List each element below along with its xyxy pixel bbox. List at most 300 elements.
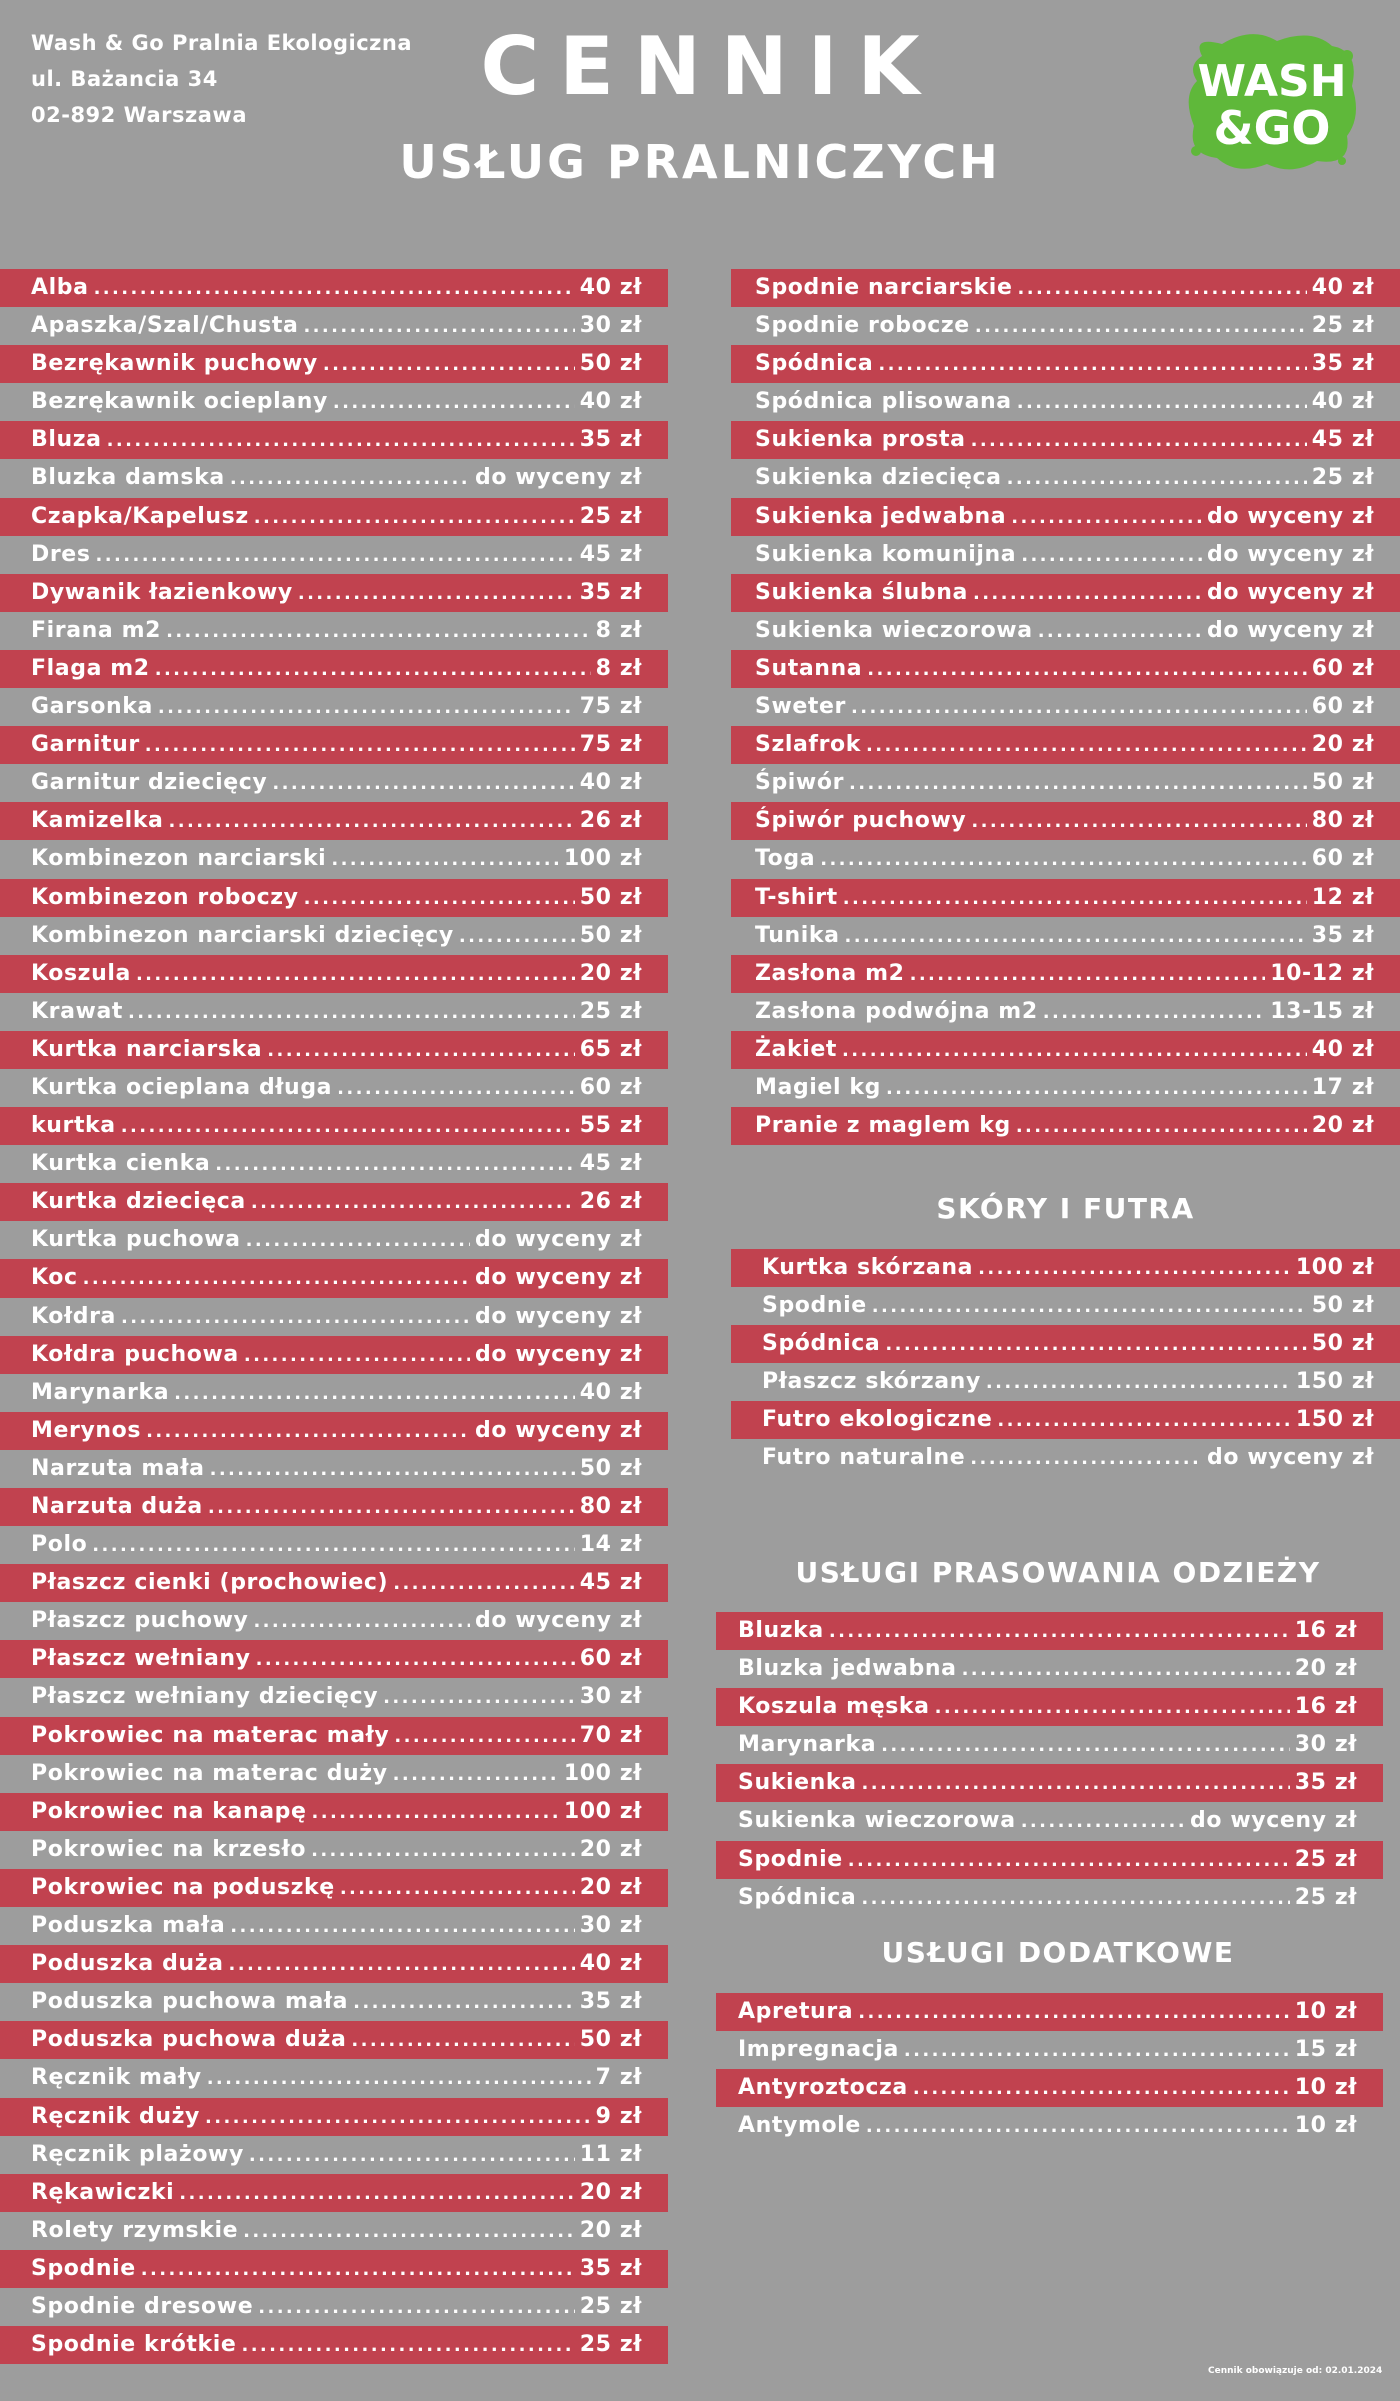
price-row: [731, 612, 1400, 650]
item-price: 30 zł: [579, 1913, 642, 1939]
item-price: 20 zł: [579, 1836, 642, 1862]
price-row: [0, 1945, 668, 1983]
dot-leader: [136, 956, 575, 993]
item-price: 60 zł: [1311, 846, 1374, 872]
item-name: Apretura: [738, 1999, 854, 2024]
item-name: Dywanik łazienkowy: [31, 579, 293, 605]
item-price: 25 zł: [579, 998, 642, 1024]
item-name: Spódnica: [738, 1884, 857, 1910]
price-row: [716, 1879, 1383, 1917]
price-row: [0, 1374, 668, 1412]
item-name: Sukienka wieczorowa: [738, 1808, 1016, 1834]
dot-leader: [394, 1718, 574, 1755]
dot-leader: [272, 765, 574, 802]
item-name: Pokrowiec na krzesło: [31, 1836, 307, 1862]
price-row: [731, 536, 1400, 574]
price-row: [0, 2288, 668, 2326]
price-row: [731, 802, 1400, 840]
dot-leader: [340, 1870, 575, 1907]
item-name: Sukienka: [738, 1770, 857, 1796]
item-name: Garsonka: [31, 694, 153, 720]
item-price: 25 zł: [1294, 1846, 1357, 1872]
price-row: [731, 459, 1400, 497]
price-row: [0, 269, 668, 307]
item-name: Sutanna: [755, 655, 863, 681]
price-row: [0, 1450, 668, 1488]
item-name: Śpiwór puchowy: [755, 808, 967, 834]
price-row: [716, 2031, 1383, 2069]
price-row: [0, 840, 668, 878]
dot-leader: [459, 918, 575, 955]
item-name: Kamizelka: [31, 808, 164, 834]
item-price: 40 zł: [1311, 1036, 1374, 1062]
item-name: Antymole: [738, 2113, 861, 2139]
dot-leader: [128, 994, 575, 1031]
item-price: 60 zł: [579, 1646, 642, 1672]
dot-leader: [83, 1260, 470, 1297]
price-row: [716, 1841, 1383, 1879]
item-name: Polo: [31, 1532, 88, 1558]
item-price: 35 zł: [579, 427, 642, 453]
dot-leader: [393, 1756, 559, 1793]
item-price: 20 zł: [1311, 732, 1374, 758]
extra-heading: USŁUGI DODATKOWE: [881, 1936, 1235, 1969]
dot-leader: [1016, 1108, 1307, 1145]
item-name: Alba: [31, 275, 89, 300]
item-name: Poduszka duża: [31, 1951, 224, 1977]
dot-leader: [230, 460, 470, 497]
price-row: [716, 1764, 1383, 1802]
dot-leader: [298, 575, 575, 612]
dot-leader: [913, 2070, 1290, 2107]
item-price: 40 zł: [579, 770, 642, 796]
price-row: [0, 1221, 668, 1259]
item-price: 75 zł: [579, 694, 642, 720]
item-name: Koszula męska: [738, 1694, 930, 1720]
item-price: 150 zł: [1295, 1407, 1374, 1433]
item-name: T-shirt: [755, 884, 838, 910]
dot-leader: [267, 1032, 575, 1069]
price-row: [731, 574, 1400, 612]
item-name: Szlafrok: [755, 732, 862, 758]
item-name: Kurtka narciarska: [31, 1036, 263, 1062]
item-price: 25 zł: [1311, 465, 1374, 491]
price-row: [0, 421, 668, 459]
item-price: 20 zł: [1294, 1656, 1357, 1682]
item-price: 55 zł: [579, 1113, 642, 1139]
dot-leader: [886, 1070, 1307, 1107]
price-row: [0, 1145, 668, 1183]
item-price: do wyceny zł: [1207, 579, 1374, 605]
price-row: [0, 1526, 668, 1564]
item-price: 17 zł: [1311, 1074, 1374, 1100]
item-price: do wyceny zł: [1207, 1445, 1374, 1471]
price-row: [0, 955, 668, 993]
dot-leader: [169, 803, 575, 840]
item-price: 20 zł: [579, 2179, 642, 2205]
price-row: [0, 1678, 668, 1716]
item-price: 35 zł: [1294, 1770, 1357, 1796]
item-name: Kurtka dziecięca: [31, 1189, 246, 1215]
item-name: Apaszka/Szal/Chusta: [31, 313, 299, 339]
price-row: [0, 536, 668, 574]
item-price: do wyceny zł: [475, 465, 642, 491]
item-price: 45 zł: [579, 541, 642, 567]
item-price: 7 zł: [595, 2065, 642, 2091]
dot-leader: [851, 689, 1307, 726]
dot-leader: [166, 613, 591, 650]
item-name: Ręcznik mały: [31, 2065, 202, 2091]
item-price: 45 zł: [579, 1570, 642, 1596]
dot-leader: [861, 1880, 1289, 1917]
price-row: [0, 1869, 668, 1907]
page-subtitle: USŁUG PRALNICZYCH: [399, 135, 1001, 189]
item-price: 45 zł: [579, 1151, 642, 1177]
dot-leader: [1021, 1803, 1185, 1840]
price-row: [716, 2107, 1383, 2145]
item-name: Narzuta mała: [31, 1455, 205, 1481]
dot-leader: [107, 422, 575, 459]
price-row: [731, 1069, 1400, 1107]
price-row: [731, 993, 1400, 1031]
item-price: 9 zł: [595, 2103, 642, 2129]
dot-leader: [1017, 384, 1307, 421]
item-name: Spodnie robocze: [755, 313, 970, 339]
item-price: 16 zł: [1294, 1694, 1357, 1720]
price-row: [716, 1993, 1383, 2031]
item-name: Żakiet: [755, 1036, 838, 1062]
ironing-price-list: [716, 1612, 1383, 1917]
price-row: [0, 917, 668, 955]
item-price: 11 zł: [579, 2141, 642, 2167]
dot-leader: [849, 765, 1307, 802]
dot-leader: [251, 1184, 575, 1221]
item-name: Spodnie dresowe: [31, 2293, 254, 2319]
item-price: 16 zł: [1294, 1618, 1357, 1643]
dot-leader: [174, 1375, 575, 1412]
price-row: [716, 1650, 1383, 1688]
item-name: Kombinezon narciarski: [31, 846, 327, 872]
dot-leader: [1011, 499, 1202, 536]
price-row: [731, 1249, 1400, 1287]
item-price: 30 zł: [579, 1684, 642, 1710]
dot-leader: [256, 1641, 575, 1678]
item-name: Dres: [31, 541, 91, 567]
price-row: [731, 345, 1400, 383]
item-name: Sukienka komunijna: [755, 541, 1017, 567]
item-price: do wyceny zł: [1207, 541, 1374, 567]
dot-leader: [258, 2289, 575, 2326]
item-price: 10 zł: [1294, 2113, 1357, 2139]
item-name: Śpiwór: [755, 770, 845, 796]
postal-city: 02-892 Warszawa: [31, 103, 247, 127]
item-name: Bluzka damska: [31, 465, 225, 491]
dot-leader: [303, 308, 574, 345]
item-price: 13-15 zł: [1270, 998, 1374, 1024]
price-row: [731, 1287, 1400, 1325]
dot-leader: [244, 1337, 470, 1374]
item-price: 50 zł: [1311, 770, 1374, 796]
item-price: 40 zł: [579, 389, 642, 415]
price-row: [0, 1107, 668, 1145]
item-price: 8 zł: [595, 655, 642, 681]
item-price: 50 zł: [579, 351, 642, 377]
price-row: [716, 1802, 1383, 1840]
item-price: 40 zł: [1311, 275, 1374, 300]
item-price: 40 zł: [1311, 389, 1374, 415]
item-name: Sukienka wieczorowa: [755, 617, 1033, 643]
item-name: Garnitur dziecięcy: [31, 770, 268, 796]
price-row: [0, 345, 668, 383]
price-row: [0, 726, 668, 764]
price-row: [0, 2250, 668, 2288]
dot-leader: [1017, 270, 1306, 307]
item-price: 25 zł: [1294, 1884, 1357, 1910]
item-name: Pranie z maglem kg: [755, 1113, 1011, 1139]
item-price: 80 zł: [579, 1494, 642, 1519]
price-row: [0, 688, 668, 726]
item-name: Zasłona m2: [755, 960, 905, 986]
price-row: [731, 955, 1400, 993]
item-name: Rolety rzymskie: [31, 2217, 239, 2243]
dot-leader: [230, 1908, 574, 1945]
item-name: Płaszcz cienki (prochowiec): [31, 1570, 389, 1596]
item-name: Antyroztocza: [738, 2075, 908, 2101]
dot-leader: [997, 1402, 1290, 1439]
item-price: 14 zł: [579, 1532, 642, 1558]
price-row: [0, 1983, 668, 2021]
dot-leader: [205, 2099, 591, 2136]
price-row: [0, 2326, 668, 2364]
price-row: [731, 307, 1400, 345]
item-price: 65 zł: [579, 1036, 642, 1062]
item-name: Spodnie: [738, 1846, 843, 1872]
item-name: Kurtka ocieplana długa: [31, 1074, 333, 1100]
price-row: [0, 802, 668, 840]
item-price: 20 zł: [579, 1874, 642, 1900]
item-price: 60 zł: [579, 1074, 642, 1100]
item-price: 150 zł: [1295, 1369, 1374, 1395]
dot-leader: [210, 1451, 575, 1488]
item-name: Futro naturalne: [762, 1445, 966, 1471]
price-row: [0, 1183, 668, 1221]
price-row: [0, 1069, 668, 1107]
price-row: [731, 269, 1400, 307]
price-row: [0, 1793, 668, 1831]
item-name: Marynarka: [31, 1379, 170, 1405]
item-name: Czapka/Kapelusz: [31, 503, 249, 529]
price-row: [0, 2174, 668, 2212]
dot-leader: [862, 1765, 1290, 1802]
dot-leader: [311, 1832, 575, 1869]
item-name: Spodnie krótkie: [31, 2332, 237, 2358]
dot-leader: [910, 956, 1266, 993]
dot-leader: [246, 1222, 470, 1259]
right-price-list: [731, 269, 1400, 1145]
dot-leader: [179, 2175, 575, 2212]
item-name: Kurtka cienka: [31, 1151, 211, 1177]
item-name: Spódnica: [755, 351, 874, 377]
dot-leader: [229, 1946, 575, 1983]
dot-leader: [155, 651, 591, 688]
price-row: [0, 459, 668, 497]
price-row: [731, 650, 1400, 688]
price-row: [0, 993, 668, 1031]
item-price: 20 zł: [1311, 1113, 1374, 1139]
item-name: Poduszka mała: [31, 1913, 226, 1939]
dot-leader: [867, 651, 1307, 688]
dot-leader: [254, 499, 575, 536]
price-row: [731, 726, 1400, 764]
item-name: Kołdra puchowa: [31, 1341, 239, 1367]
item-price: do wyceny zł: [475, 1417, 642, 1443]
item-price: 25 zł: [1311, 313, 1374, 339]
item-name: Płaszcz wełniany: [31, 1646, 251, 1672]
item-price: 50 zł: [579, 922, 642, 948]
item-name: Bluza: [31, 427, 102, 453]
price-row: [716, 2069, 1383, 2107]
price-row: [0, 1031, 668, 1069]
item-price: 26 zł: [579, 1189, 642, 1215]
item-price: 15 zł: [1294, 2037, 1357, 2063]
item-price: 75 zł: [579, 732, 642, 758]
item-name: Poduszka puchowa duża: [31, 2027, 347, 2053]
item-price: do wyceny zł: [475, 1303, 642, 1329]
item-price: do wyceny zł: [1190, 1808, 1357, 1834]
price-row: [0, 764, 668, 802]
logo-text-top: WASH: [1197, 56, 1347, 107]
price-row: [731, 498, 1400, 536]
item-name: Kurtka skórzana: [762, 1255, 974, 1280]
price-row: [0, 1564, 668, 1602]
dot-leader: [971, 422, 1307, 459]
item-price: do wyceny zł: [475, 1265, 642, 1291]
dot-leader: [393, 1565, 575, 1602]
price-row: [0, 1831, 668, 1869]
dot-leader: [866, 727, 1307, 764]
item-name: Spodnie narciarskie: [755, 275, 1013, 300]
dot-leader: [978, 1250, 1291, 1287]
dot-leader: [973, 575, 1202, 612]
item-name: Flaga m2: [31, 655, 150, 681]
price-row: [716, 1726, 1383, 1764]
dot-leader: [323, 346, 575, 383]
price-row: [0, 2212, 668, 2250]
dot-leader: [141, 2251, 575, 2288]
price-row: [731, 1107, 1400, 1145]
price-row: [0, 1412, 668, 1450]
dot-leader: [121, 1299, 470, 1336]
item-name: Rękawiczki: [31, 2179, 175, 2205]
price-row: [0, 650, 668, 688]
item-price: 35 zł: [579, 579, 642, 605]
dot-leader: [331, 841, 559, 878]
dot-leader: [971, 803, 1306, 840]
item-name: Impregnacja: [738, 2037, 899, 2063]
item-name: Płaszcz skórzany: [762, 1369, 981, 1395]
dot-leader: [94, 270, 575, 307]
item-price: 25 zł: [579, 2293, 642, 2319]
price-row: [0, 1259, 668, 1297]
item-price: 40 zł: [579, 1951, 642, 1977]
dot-leader: [970, 1440, 1202, 1477]
price-row: [0, 1298, 668, 1336]
dot-leader: [986, 1364, 1291, 1401]
item-price: 60 zł: [1311, 694, 1374, 720]
dot-leader: [249, 2137, 575, 2174]
dot-leader: [842, 1032, 1307, 1069]
item-price: 60 zł: [1311, 655, 1374, 681]
item-price: 50 zł: [1311, 1293, 1374, 1319]
price-row: [731, 1401, 1400, 1439]
item-price: do wyceny zł: [475, 1227, 642, 1253]
dot-leader: [96, 537, 575, 574]
price-row: [0, 307, 668, 345]
item-name: Pokrowiec na materac duży: [31, 1760, 388, 1786]
item-name: Bezrękawnik ocieplany: [31, 389, 328, 415]
dot-leader: [820, 841, 1307, 878]
dot-leader: [333, 384, 575, 421]
item-price: 100 zł: [563, 1760, 642, 1786]
leather-heading: SKÓRY I FUTRA: [936, 1192, 1195, 1225]
item-price: do wyceny zł: [475, 1608, 642, 1634]
item-name: Koszula: [31, 960, 131, 986]
item-name: Toga: [755, 846, 816, 872]
item-name: Pokrowiec na kanapę: [31, 1798, 307, 1824]
price-row: [731, 879, 1400, 917]
dot-leader: [962, 1651, 1290, 1688]
price-row: [731, 764, 1400, 802]
item-price: 40 zł: [579, 1379, 642, 1405]
item-price: do wyceny zł: [475, 1341, 642, 1367]
item-price: 45 zł: [1311, 427, 1374, 453]
price-row: [716, 1688, 1383, 1726]
price-row: [0, 2059, 668, 2097]
item-price: 10-12 zł: [1270, 960, 1374, 986]
item-name: Firana m2: [31, 617, 162, 643]
item-name: Merynos: [31, 1417, 142, 1443]
item-name: Sukienka jedwabna: [755, 503, 1007, 529]
dot-leader: [145, 727, 575, 764]
item-name: Bluzka jedwabna: [738, 1656, 957, 1682]
price-row: [731, 840, 1400, 878]
item-price: do wyceny zł: [1207, 503, 1374, 529]
price-row: [0, 574, 668, 612]
dot-leader: [858, 1994, 1290, 2031]
dot-leader: [215, 1146, 574, 1183]
price-row: [731, 1325, 1400, 1363]
item-name: Sweter: [755, 694, 846, 720]
item-name: Marynarka: [738, 1732, 877, 1758]
item-name: Sukienka ślubna: [755, 579, 968, 605]
item-price: 50 zł: [579, 1455, 642, 1481]
price-row: [731, 1439, 1400, 1477]
price-row: [731, 1031, 1400, 1069]
item-name: Zasłona podwójna m2: [755, 998, 1038, 1024]
item-price: 10 zł: [1294, 1999, 1357, 2024]
item-name: Spodnie: [762, 1293, 867, 1319]
price-row: [0, 1907, 668, 1945]
dot-leader: [1021, 537, 1202, 574]
item-name: Narzuta duża: [31, 1494, 203, 1519]
price-row: [731, 917, 1400, 955]
item-price: 25 zł: [579, 503, 642, 529]
item-name: Bezrękawnik puchowy: [31, 351, 318, 377]
item-name: Ręcznik duży: [31, 2103, 200, 2129]
item-price: 100 zł: [1295, 1255, 1374, 1280]
dot-leader: [935, 1689, 1290, 1726]
item-price: 100 zł: [563, 846, 642, 872]
